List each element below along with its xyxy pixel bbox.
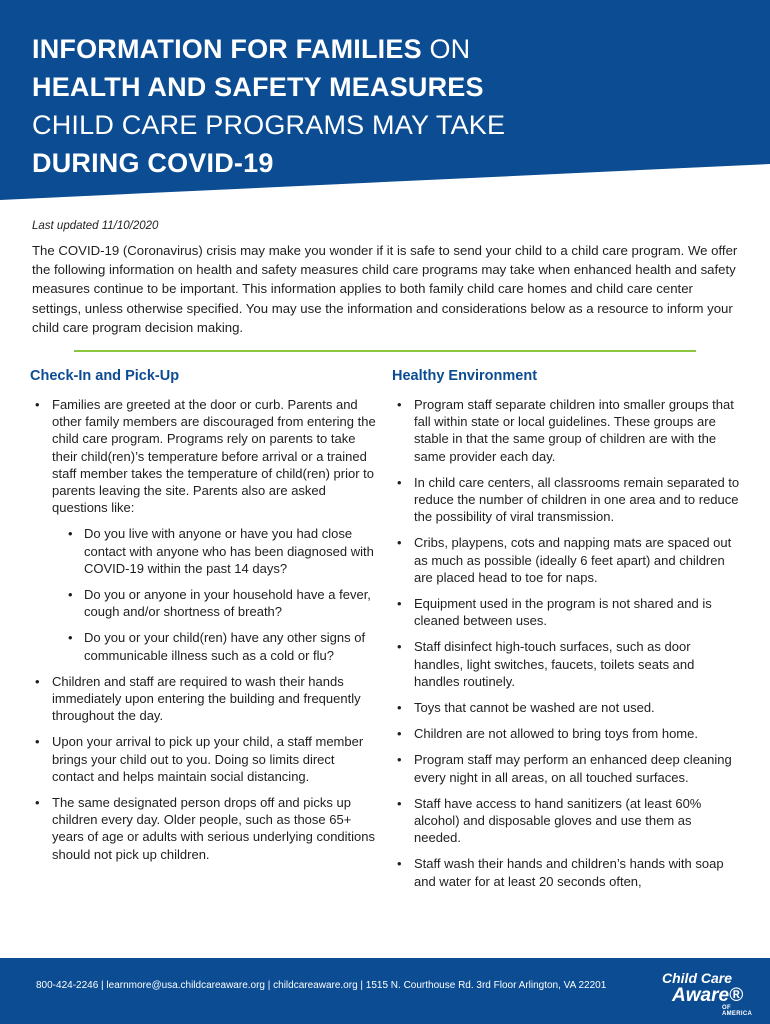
title-bold-1: INFORMATION FOR FAMILIES bbox=[32, 34, 422, 64]
title-line-4 bbox=[32, 144, 752, 182]
title-line-3 bbox=[32, 106, 752, 144]
title-bold-2: HEALTH AND SAFETY MEASURES bbox=[32, 72, 484, 102]
list-item: • Cribs, playpens, cots and napping mats are spaced out as much as possible (ideally 6 feet apart) and children are placed head to toe for naps. bbox=[392, 534, 742, 586]
list-item: • The same designated person drops off and picks up children every day. Older people, such as those 65+ years of age or adults with serious underlying conditions should not pick up children. bbox=[30, 794, 380, 863]
checkin-column bbox=[30, 368, 380, 872]
footer-contact: 800-424-2246 | learnmore@usa.childcareaware.org | childcareaware.org | 1515 N. Courthouse Rd. 3rd Floor Arlington, VA 22201 bbox=[36, 980, 607, 991]
list-item: • Program staff may perform an enhanced deep cleaning every night in all areas, on all touched surfaces. bbox=[392, 751, 742, 785]
checkin-list bbox=[30, 396, 380, 863]
list-item: • Upon your arrival to pick up your child, a staff member brings your child out to you. Doing so limits direct contact and helps maintain social distancing. bbox=[30, 733, 380, 785]
title-light-3: CHILD CARE PROGRAMS MAY TAKE bbox=[32, 110, 506, 140]
title-light-1: ON bbox=[429, 34, 471, 64]
list-item: • Program staff separate children into smaller groups that fall within state or local guidelines. These groups are stable in that the same group of children are with the same provider each day. bbox=[392, 396, 742, 465]
logo-text-top: Child Care bbox=[662, 970, 733, 986]
list-item: • Children are not allowed to bring toys from home. bbox=[392, 725, 742, 742]
title-line-1 bbox=[32, 30, 752, 68]
list-item: • In child care centers, all classrooms remain separated to reduce the number of children in one area and to reduce the possibility of viral transmission. bbox=[392, 474, 742, 526]
list-item bbox=[30, 396, 380, 664]
list-item: • Staff disinfect high-touch surfaces, such as door handles, light switches, faucets, toilets seats and handles routinely. bbox=[392, 638, 742, 690]
section-divider bbox=[74, 350, 696, 352]
footer-bar bbox=[0, 958, 770, 1024]
list-item-text: Families are greeted at the door or curb. Parents and other family members are discouraged from entering the child care program. Programs rely on parents to take their child(ren)’s temperature before arrival or a trained staff member takes the temperature of child(ren) prior to parents leaving the site. Parents also are asked questions like: bbox=[52, 397, 376, 516]
last-updated: Last updated 11/10/2020 bbox=[32, 220, 159, 232]
list-item: • Children and staff are required to wash their hands immediately upon entering the building and frequently throughout the day. bbox=[30, 673, 380, 725]
list-item: • Staff have access to hand sanitizers (at least 60% alcohol) and disposable gloves and use them as needed. bbox=[392, 795, 742, 847]
list-item: • Toys that cannot be washed are not used. bbox=[392, 699, 742, 716]
environment-list bbox=[392, 396, 742, 890]
title-line-2 bbox=[32, 68, 752, 106]
question-item: • Do you or anyone in your household have a fever, cough and/or shortness of breath? bbox=[62, 586, 380, 620]
environment-column bbox=[392, 368, 742, 899]
childcare-aware-logo bbox=[662, 970, 762, 1017]
logo-text-bottom: OF AMERICA bbox=[722, 1005, 753, 1017]
page-title bbox=[32, 30, 752, 182]
list-item: • Equipment used in the program is not shared and is cleaned between uses. bbox=[392, 595, 742, 629]
logo-text-mid: Aware® bbox=[672, 985, 744, 1006]
question-item: • Do you or your child(ren) have any other signs of communicable illness such as a cold or flu? bbox=[62, 629, 380, 663]
question-item: • Do you live with anyone or have you had close contact with anyone who has been diagnosed with COVID-19 within the past 14 days? bbox=[62, 525, 380, 577]
intro-paragraph: The COVID-19 (Coronavirus) crisis may make you wonder if it is safe to send your child to a child care program. We offer the following information on health and safety measures child care programs may take when enhanced health and safety measures continue to be important. This information applies to both family child care homes and child care center settings, unless otherwise specified. You may use the information and considerations below as a resource to inform your child care program decision making. bbox=[32, 243, 738, 335]
question-list bbox=[62, 525, 380, 663]
title-bold-4: DURING COVID-19 bbox=[32, 148, 274, 178]
environment-heading: Healthy Environment bbox=[392, 368, 538, 384]
list-item: • Staff wash their hands and children’s hands with soap and water for at least 20 seconds often, bbox=[392, 855, 742, 889]
checkin-heading: Check-In and Pick-Up bbox=[30, 368, 180, 384]
